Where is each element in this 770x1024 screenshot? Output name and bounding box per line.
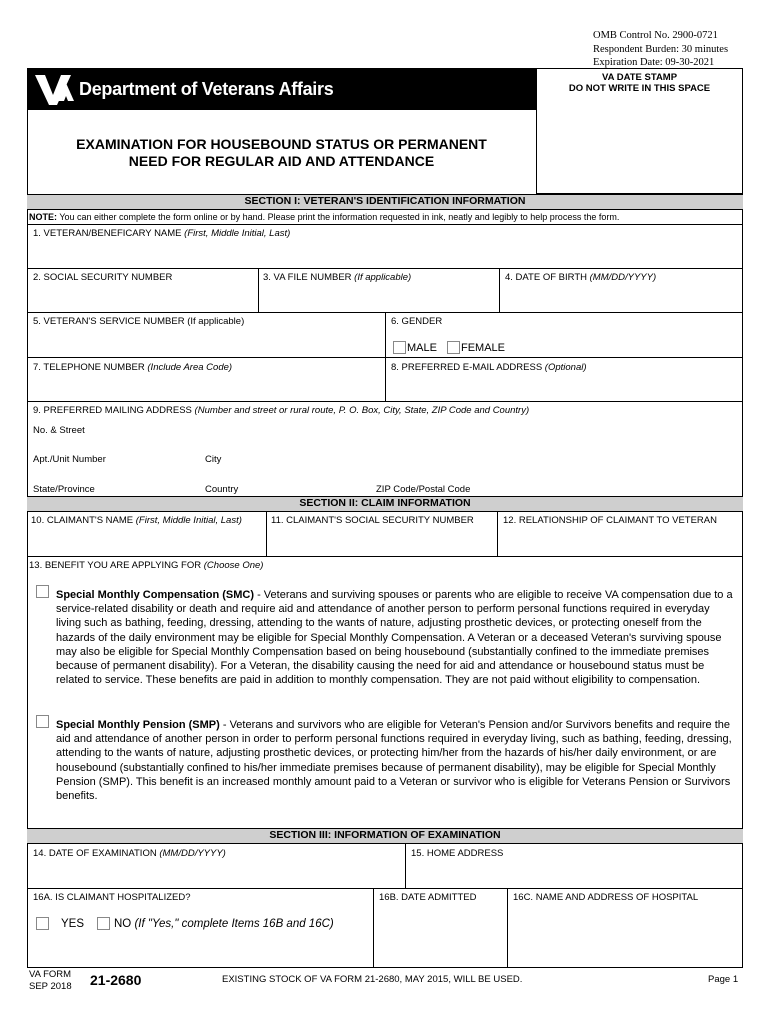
agency-name: Department of Veterans Affairs (79, 79, 334, 99)
city-label: City (205, 454, 222, 465)
stamp-note: DO NOT WRITE IN THIS SPACE (568, 83, 711, 94)
field-2-label: 2. SOCIAL SECURITY NUMBER (33, 272, 173, 283)
state-label: State/Province (33, 484, 95, 495)
page-number: Page 1 (708, 974, 739, 985)
omb-block (593, 29, 728, 70)
claimant-name-input[interactable] (28, 528, 265, 555)
note-text: NOTE: You can either complete the form online or by hand. Please print the information requested in ink, neatly and legibly to help process the form. (29, 212, 620, 222)
respondent-burden: Respondent Burden: 30 minutes (593, 43, 729, 55)
field-5-label: 5. VETERAN'S SERVICE NUMBER (If applicable) (33, 316, 245, 327)
smp-checkbox[interactable] (36, 715, 49, 728)
date-stamp-box (536, 68, 743, 194)
date-of-birth-input[interactable] (500, 284, 742, 311)
exam-date-input[interactable] (28, 860, 404, 887)
footer-date: SEP 2018 (29, 981, 72, 992)
title-line-2: NEED FOR REGULAR AID AND ATTENDANCE (128, 153, 435, 169)
zip-label: ZIP Code/Postal Code (376, 484, 471, 495)
section-2-header: SECTION II: CLAIM INFORMATION (27, 496, 743, 512)
service-number-input[interactable] (28, 328, 384, 356)
field-12-label: 12. RELATIONSHIP OF CLAIMANT TO VETERAN (503, 515, 717, 526)
field-14-label: 14. DATE OF EXAMINATION (MM/DD/YYYY) (33, 848, 226, 859)
section-1-header: SECTION I: VETERAN'S IDENTIFICATION INFORMATION (27, 194, 743, 210)
va-seal-icon (33, 71, 79, 107)
field-3-label: 3. VA FILE NUMBER (If applicable) (263, 272, 412, 283)
female-label: FEMALE (461, 342, 506, 354)
field-7-label: 7. TELEPHONE NUMBER (Include Area Code) (33, 362, 233, 373)
city-input[interactable] (230, 450, 740, 470)
claimant-ssn-input[interactable] (267, 528, 496, 555)
male-checkbox[interactable] (393, 341, 406, 354)
male-label: MALE (407, 342, 437, 354)
field-15-label: 15. HOME ADDRESS (411, 848, 504, 859)
street-input[interactable] (100, 420, 740, 440)
yes-label: YES (61, 918, 85, 930)
field-6-label: 6. GENDER (391, 316, 443, 327)
field-8-label: 8. PREFERRED E-MAIL ADDRESS (Optional) (391, 362, 587, 373)
title-line-1: EXAMINATION FOR HOUSEBOUND STATUS OR PERMANENT (76, 136, 487, 152)
apt-label: Apt./Unit Number (33, 454, 106, 465)
field-16b-label: 16B. DATE ADMITTED (379, 892, 477, 903)
stamp-title: VA DATE STAMP (601, 72, 678, 83)
date-admitted-input[interactable] (374, 904, 506, 966)
agency-banner (27, 68, 536, 110)
field-11-label: 11. CLAIMANT'S SOCIAL SECURITY NUMBER (271, 515, 474, 526)
hospital-input[interactable] (508, 904, 742, 966)
no-label: NO (If "Yes," complete Items 16B and 16C) (114, 918, 334, 930)
email-input[interactable] (386, 374, 742, 400)
expiration-date: Expiration Date: 09-30-2021 (593, 57, 715, 68)
street-label: No. & Street (33, 425, 85, 436)
country-label: Country (205, 484, 239, 495)
va-file-number-input[interactable] (259, 284, 498, 311)
field-10-label: 10. CLAIMANT'S NAME (First, Middle Initial, Last) (31, 515, 242, 526)
field-4-label: 4. DATE OF BIRTH (MM/DD/YYYY) (505, 272, 657, 283)
yes-checkbox[interactable] (36, 917, 49, 930)
section-3-header: SECTION III: INFORMATION OF EXAMINATION (27, 828, 743, 844)
smc-description: Special Monthly Compensation (SMC) - Veterans and surviving spouses or parents who are eligible to receive VA compensation due to a service-related disability or death and require aid and attendance of another person to perform personal functions required in everyday living such as bathing, feeding, dressing, attending to the wants of nature, adjusting prosthetic devices, or protecting oneself from the hazards of the daily environment may be eligible for Special Monthly Compensation. A Veteran or a deceased Veteran's surviving spouse may also be eligible for Special Monthly Compensation based on being housebound (substantially confined to the immediate premises because of permanent disability). For a Veteran, the disability causing the need for aid and attendance or housebound status must be related to service. These benefits are paid in addition to monthly compensation. They are not paid without eligibility to compensation. (56, 589, 733, 687)
footer-form-label (29, 969, 72, 993)
form-number: 21-2680 (90, 972, 142, 988)
field-13-label: 13. BENEFIT YOU ARE APPLYING FOR (Choose One) (29, 560, 264, 571)
omb-control: OMB Control No. 2900-0721 (593, 30, 718, 41)
footer-va-form: VA FORM (29, 969, 72, 980)
form-title (27, 136, 536, 170)
female-checkbox[interactable] (447, 341, 460, 354)
home-address-input[interactable] (406, 860, 742, 887)
ssn-input[interactable] (28, 284, 257, 311)
field-9-label: 9. PREFERRED MAILING ADDRESS (Number and street or rural route, P. O. Box, City, State, ZIP Code and Country) (33, 405, 530, 416)
apt-input[interactable] (120, 450, 200, 470)
field-16a-label: 16A. IS CLAIMANT HOSPITALIZED? (33, 892, 191, 903)
relationship-input[interactable] (498, 528, 742, 555)
smp-description: Special Monthly Pension (SMP) - Veterans and survivors who are eligible for Veteran's Pension and/or Survivors benefits and require the aid and attendance of another person in order to perform personal functions required in everyday living, such as bathing, feeding, dressing, attending to the wants of nature, adjusting prosthetic devices, or protecting him/her from the hazards of his/her daily environment, or are housebound (substantially confined to his/her immediate premises because of permanent disability), may be eligible for Special Monthly Pension (SMP). This benefit is an increased monthly amount paid to a Veteran or survivor who is eligible for Veterans Pension or Survivors benefits. (56, 719, 732, 803)
no-checkbox[interactable] (97, 917, 110, 930)
existing-stock-note: EXISTING STOCK OF VA FORM 21-2680, MAY 2015, WILL BE USED. (222, 974, 523, 985)
smc-checkbox[interactable] (36, 585, 49, 598)
veteran-name-input[interactable] (28, 240, 742, 268)
field-16c-label: 16C. NAME AND ADDRESS OF HOSPITAL (513, 892, 699, 903)
field-1-label: 1. VETERAN/BENEFICARY NAME (First, Middle Initial, Last) (33, 228, 291, 239)
telephone-input[interactable] (28, 374, 384, 400)
